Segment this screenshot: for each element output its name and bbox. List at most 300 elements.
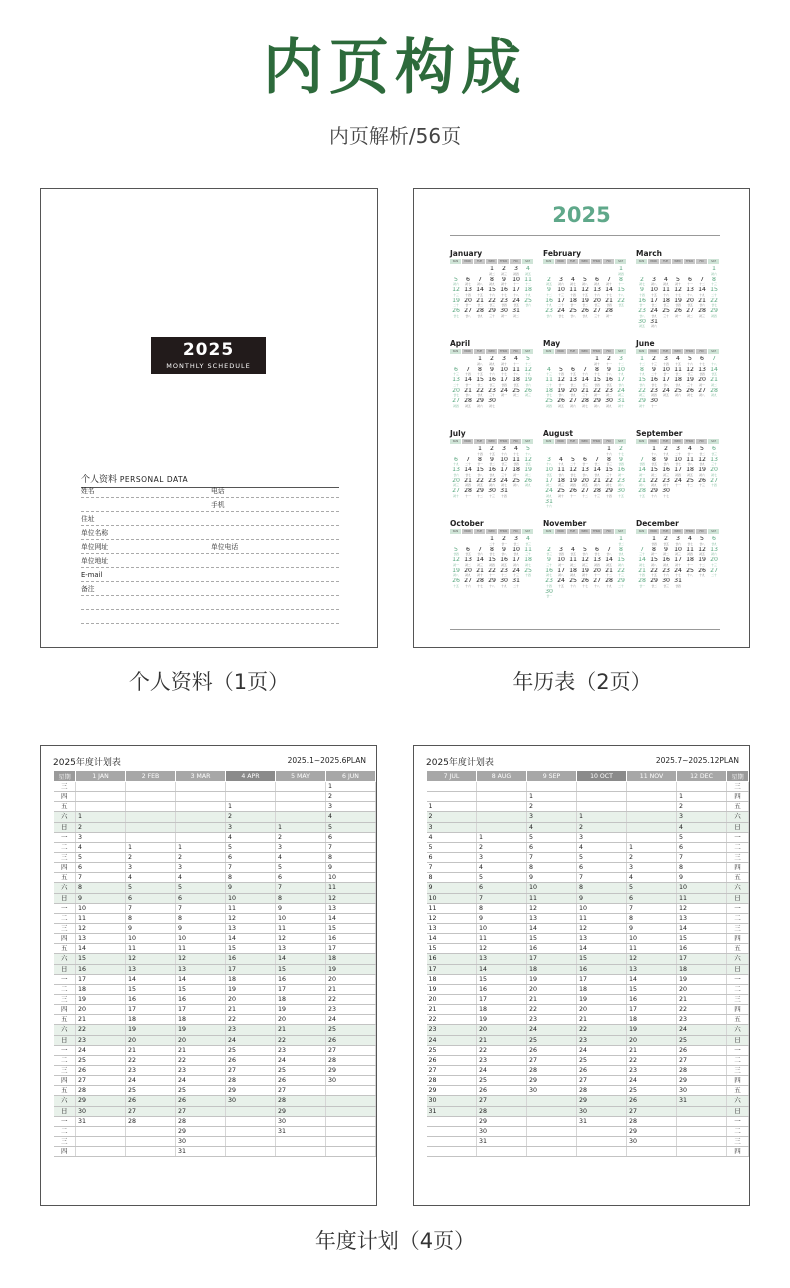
- day-cell: [684, 356, 696, 367]
- day-cell: 13: [326, 903, 376, 913]
- day-cell: 9: [427, 883, 477, 893]
- day-cell: [672, 547, 684, 558]
- day-number: 4: [526, 266, 530, 272]
- weekday-label: TUE: [567, 439, 578, 444]
- weekday-cell: 三: [727, 782, 749, 792]
- day-grid: [636, 536, 720, 589]
- day-cell: [226, 1116, 276, 1126]
- lunar-date: 初八: [477, 282, 483, 286]
- day-number: 4: [514, 356, 518, 362]
- day-cell: [510, 578, 522, 589]
- day-cell: [510, 467, 522, 478]
- weekday-cell: 四: [727, 1005, 749, 1015]
- lunar-date: 十一: [618, 282, 624, 286]
- lunar-date: 初六: [711, 271, 717, 276]
- day-cell: [462, 488, 474, 499]
- day-cell: [462, 388, 474, 399]
- month-block: [450, 339, 534, 409]
- day-number: 24: [512, 567, 520, 574]
- day-number: 21: [638, 477, 646, 484]
- month-name: September: [636, 429, 683, 438]
- lunar-date: 十八: [594, 583, 600, 588]
- lunar-date: 初一: [453, 562, 459, 567]
- lunar-date: 廿七: [453, 393, 459, 397]
- day-cell: 8: [627, 913, 677, 923]
- lunar-date: 十一: [687, 282, 693, 286]
- day-number: 5: [700, 536, 704, 542]
- day-number: 17: [500, 467, 508, 473]
- day-cell: [450, 388, 462, 399]
- lunar-date: 廿二: [699, 451, 705, 456]
- day-cell: [615, 457, 627, 468]
- day-cell: 10: [326, 873, 376, 883]
- top-rule: [450, 235, 720, 236]
- day-grid: [636, 446, 720, 499]
- day-number: 21: [464, 477, 472, 484]
- day-cell: 26: [176, 1096, 226, 1106]
- day-cell: 16: [427, 954, 477, 964]
- day-cell: [126, 822, 176, 832]
- day-cell: [696, 547, 708, 558]
- empty-cell: [462, 446, 474, 457]
- day-number: 31: [512, 578, 520, 584]
- day-cell: 21: [126, 1045, 176, 1055]
- day-number: 18: [569, 567, 577, 574]
- day-cell: 30: [677, 1086, 727, 1096]
- lunar-date: 十四: [525, 573, 531, 577]
- day-cell: 16: [76, 964, 126, 974]
- day-cell: 22: [627, 1055, 677, 1065]
- day-number: 2: [502, 266, 506, 272]
- month-block: [636, 519, 720, 589]
- day-number: 1: [652, 536, 656, 542]
- day-number: 4: [559, 456, 563, 463]
- lunar-date: 初一: [651, 552, 657, 556]
- plan-row: [54, 792, 376, 802]
- day-cell: 31: [677, 1096, 727, 1106]
- lunar-date: 十六: [489, 292, 495, 297]
- plan-row: [54, 1086, 376, 1096]
- day-cell: 27: [276, 1086, 326, 1096]
- day-cell: [522, 367, 534, 378]
- day-cell: [672, 568, 684, 579]
- weekday-label: SUN: [450, 259, 461, 264]
- day-cell: [450, 377, 462, 388]
- lunar-date: 初三: [618, 393, 624, 397]
- empty-cell: [636, 536, 648, 547]
- day-cell: 17: [276, 984, 326, 994]
- lunar-date: 十五: [651, 573, 657, 577]
- day-cell: 6: [276, 873, 326, 883]
- day-cell: [176, 802, 226, 812]
- weekday-label: WED: [672, 529, 683, 534]
- day-cell: 11: [677, 893, 727, 903]
- day-cell: 7: [427, 863, 477, 873]
- day-number: 1: [478, 446, 482, 452]
- lunar-date: 十四: [663, 361, 669, 366]
- lunar-date: 廿七: [558, 313, 564, 318]
- day-cell: 6: [577, 863, 627, 873]
- lunar-date: 初十: [639, 403, 645, 408]
- day-cell: [543, 467, 555, 478]
- weekday-cell: 六: [727, 812, 749, 822]
- day-cell: [126, 782, 176, 792]
- day-number: 29: [650, 578, 658, 584]
- day-number: 25: [569, 308, 577, 314]
- weekday-label: FRI: [510, 259, 521, 264]
- day-cell: 19: [126, 1025, 176, 1035]
- day-number: 12: [524, 366, 532, 373]
- day-number: 6: [595, 546, 599, 553]
- weekday-cell: 五: [727, 944, 749, 954]
- day-number: 2: [607, 356, 611, 362]
- day-number: 13: [452, 377, 460, 383]
- lunar-date: 三十: [489, 393, 495, 397]
- day-number: 8: [490, 276, 494, 283]
- lunar-date: 初七: [525, 562, 531, 567]
- lunar-date: 廿五: [546, 472, 552, 477]
- day-cell: 3: [627, 863, 677, 873]
- lunar-date: 廿五: [687, 303, 693, 307]
- day-cell: [696, 446, 708, 457]
- day-cell: [696, 568, 708, 579]
- day-cell: 21: [577, 1015, 627, 1025]
- day-number: 20: [464, 297, 472, 304]
- day-number: 14: [593, 467, 601, 473]
- day-cell: [486, 446, 498, 457]
- day-number: 5: [526, 356, 530, 362]
- weekday-cell: 三: [727, 994, 749, 1004]
- lunar-date: 廿五: [525, 462, 531, 466]
- day-number: 26: [524, 477, 532, 484]
- day-number: 15: [617, 557, 625, 563]
- day-number: 4: [571, 546, 575, 553]
- month-block: [636, 339, 720, 409]
- day-cell: 16: [477, 984, 527, 994]
- day-cell: [636, 277, 648, 288]
- day-cell: 23: [226, 1025, 276, 1035]
- day-number: 26: [581, 308, 589, 314]
- day-number: 6: [583, 456, 587, 463]
- day-number: 8: [607, 456, 611, 463]
- day-number: 5: [526, 446, 530, 452]
- day-cell: [486, 488, 498, 499]
- lunar-date: 十九: [558, 462, 564, 466]
- day-cell: 30: [326, 1076, 376, 1086]
- plan-row: [427, 842, 749, 852]
- day-cell: [648, 547, 660, 558]
- day-cell: 11: [226, 903, 276, 913]
- lunar-date: 十五: [477, 292, 483, 297]
- day-number: 2: [490, 356, 494, 362]
- lunar-date: 十二: [618, 361, 624, 366]
- day-cell: [684, 298, 696, 309]
- day-cell: [603, 457, 615, 468]
- day-number: 30: [617, 488, 625, 494]
- month-name: February: [543, 249, 581, 258]
- day-number: 30: [488, 398, 496, 404]
- day-cell: [579, 388, 591, 399]
- day-number: 23: [662, 477, 670, 484]
- day-cell: [76, 782, 126, 792]
- weekday-label: MON: [555, 349, 566, 354]
- day-cell: [486, 568, 498, 579]
- day-cell: 20: [427, 994, 477, 1004]
- day-number: 19: [674, 297, 682, 304]
- day-cell: 22: [577, 1025, 627, 1035]
- day-cell: [450, 287, 462, 298]
- lunar-date: 十九: [699, 292, 705, 297]
- lunar-date: 初三: [501, 271, 507, 276]
- lunar-date: 二十: [618, 583, 624, 588]
- day-cell: [527, 1096, 577, 1106]
- day-cell: [648, 398, 660, 409]
- day-number: 1: [607, 446, 611, 452]
- lunar-date: 十八: [687, 573, 693, 577]
- day-cell: 24: [226, 1035, 276, 1045]
- lunar-date: 十七: [663, 493, 669, 498]
- day-number: 25: [569, 578, 577, 584]
- weekday-label: WED: [486, 259, 497, 264]
- lunar-date: 廿四: [501, 303, 507, 307]
- lunar-date: 廿四: [513, 462, 519, 466]
- day-number: 29: [488, 308, 496, 314]
- day-cell: 13: [627, 964, 677, 974]
- day-cell: [543, 547, 555, 558]
- day-cell: [636, 367, 648, 378]
- day-cell: [498, 367, 510, 378]
- day-cell: [543, 499, 555, 510]
- day-cell: 12: [176, 954, 226, 964]
- day-number: 1: [652, 446, 656, 452]
- day-cell: 11: [176, 944, 226, 954]
- lunar-date: 廿二: [477, 382, 483, 387]
- plan-row: [54, 842, 376, 852]
- plan-row: [427, 974, 749, 984]
- day-number: 21: [476, 297, 484, 304]
- plan-row: [54, 984, 376, 994]
- lunar-date: 十五: [618, 493, 624, 498]
- month-header: 3 MAR: [176, 771, 226, 782]
- day-cell: [462, 277, 474, 288]
- day-number: 9: [502, 546, 506, 553]
- badge-year: 2025: [182, 340, 235, 360]
- weekday-label: WED: [579, 439, 590, 444]
- day-cell: [498, 547, 510, 558]
- day-number: 10: [557, 287, 565, 293]
- day-cell: 12: [477, 944, 527, 954]
- day-number: 28: [593, 488, 601, 494]
- day-cell: [696, 557, 708, 568]
- day-cell: 6: [176, 893, 226, 903]
- weekday-cell: 三: [54, 782, 76, 792]
- day-cell: [527, 1136, 577, 1146]
- day-cell: [591, 568, 603, 579]
- day-cell: [462, 308, 474, 319]
- day-cell: [427, 792, 477, 802]
- lunar-date: 十二: [699, 282, 705, 286]
- weekday-label: FRI: [603, 259, 614, 264]
- day-number: 20: [698, 377, 706, 383]
- empty-cell: [474, 536, 486, 547]
- lunar-date: 十七: [606, 292, 612, 297]
- month-header: 10 OCT: [577, 771, 627, 782]
- day-cell: 31: [577, 1116, 627, 1126]
- day-cell: 24: [677, 1025, 727, 1035]
- lunar-date: 初四: [675, 472, 681, 477]
- day-cell: 8: [226, 873, 276, 883]
- day-cell: 28: [677, 1065, 727, 1075]
- day-cell: [498, 478, 510, 489]
- day-cell: 19: [527, 974, 577, 984]
- lunar-date: 十八: [546, 462, 552, 466]
- day-number: 14: [605, 287, 613, 293]
- lunar-date: 廿五: [570, 552, 576, 556]
- weekday-cell: 日: [54, 1106, 76, 1116]
- day-number: 18: [569, 297, 577, 304]
- day-cell: 2: [677, 802, 727, 812]
- day-cell: 30: [226, 1096, 276, 1106]
- day-cell: 18: [627, 1015, 677, 1025]
- day-cell: [567, 578, 579, 589]
- day-cell: 6: [76, 863, 126, 873]
- empty-cell: [450, 266, 462, 277]
- lunar-date: 十三: [711, 282, 717, 286]
- day-cell: 24: [276, 1055, 326, 1065]
- day-number: 12: [524, 456, 532, 463]
- day-cell: [636, 557, 648, 568]
- lunar-date: 初六: [453, 282, 459, 286]
- day-cell: 28: [176, 1116, 226, 1126]
- empty-cell: [672, 266, 684, 277]
- day-number: 12: [581, 557, 589, 563]
- day-number: 10: [662, 366, 670, 373]
- lunar-date: 初三: [525, 393, 531, 397]
- weekday-header: [636, 349, 720, 354]
- weekday-header: [450, 259, 534, 264]
- day-number: 15: [650, 557, 658, 563]
- lunar-date: 廿八: [582, 472, 588, 477]
- day-number: 2: [652, 356, 656, 362]
- lunar-date: 廿七: [687, 541, 693, 546]
- lunar-date: 二十: [453, 382, 459, 387]
- empty-cell: [648, 266, 660, 277]
- day-number: 13: [698, 366, 706, 373]
- plan-row: [54, 954, 376, 964]
- lunar-date: 初五: [546, 282, 552, 286]
- weekday-header: [543, 349, 627, 354]
- lunar-date: 初九: [606, 403, 612, 408]
- lunar-date: 廿四: [501, 382, 507, 387]
- weekday-label: FRI: [510, 439, 521, 444]
- day-number: 17: [674, 557, 682, 563]
- lunar-date: 十七: [477, 583, 483, 588]
- lunar-date: 廿九: [675, 382, 681, 387]
- day-cell: 3: [226, 822, 276, 832]
- day-cell: 23: [76, 1035, 126, 1045]
- day-number: 5: [454, 546, 458, 553]
- day-number: 14: [476, 287, 484, 293]
- day-number: 21: [710, 377, 718, 383]
- day-number: 6: [466, 546, 470, 553]
- day-cell: [708, 536, 720, 547]
- day-cell: 2: [276, 832, 326, 842]
- lunar-date: 初四: [618, 271, 624, 276]
- day-cell: [498, 467, 510, 478]
- day-cell: [577, 1136, 627, 1146]
- day-number: 25: [545, 398, 553, 404]
- lunar-date: 三十: [501, 472, 507, 477]
- day-cell: [577, 792, 627, 802]
- day-cell: [477, 792, 527, 802]
- lunar-date: 廿九: [651, 313, 657, 318]
- day-number: 16: [545, 297, 553, 304]
- day-number: 27: [698, 387, 706, 394]
- day-cell: [522, 356, 534, 367]
- lunar-date: 十六: [663, 292, 669, 297]
- day-cell: [577, 782, 627, 792]
- month-name: May: [543, 339, 561, 348]
- day-number: 4: [688, 446, 692, 452]
- day-cell: 15: [527, 934, 577, 944]
- weekday-cell: 二: [54, 1055, 76, 1065]
- day-cell: 4: [427, 832, 477, 842]
- day-cell: 16: [276, 974, 326, 984]
- weekday-cell: 日: [54, 964, 76, 974]
- day-cell: [326, 1096, 376, 1106]
- day-cell: [591, 398, 603, 409]
- lunar-date: 廿四: [618, 462, 624, 466]
- day-cell: [615, 398, 627, 409]
- lunar-date: 廿九: [489, 472, 495, 477]
- day-number: 28: [464, 488, 472, 494]
- day-cell: [477, 822, 527, 832]
- plan-row: [427, 832, 749, 842]
- day-cell: [474, 398, 486, 409]
- day-cell: [660, 446, 672, 457]
- day-number: 30: [500, 308, 508, 314]
- day-number: 24: [500, 477, 508, 484]
- day-cell: [527, 1126, 577, 1136]
- lunar-date: 十二: [525, 361, 531, 366]
- lunar-date: 十六: [663, 573, 669, 577]
- day-cell: 12: [577, 923, 627, 933]
- day-cell: 2: [126, 852, 176, 862]
- lunar-date: 十二: [477, 493, 483, 498]
- empty-cell: [660, 266, 672, 277]
- day-number: 31: [617, 398, 625, 404]
- lunar-date: 廿七: [711, 303, 717, 307]
- empty-cell: [543, 536, 555, 547]
- lunar-date: 初十: [558, 493, 564, 498]
- day-number: 23: [488, 387, 496, 394]
- empty-cell: [450, 446, 462, 457]
- lunar-date: 十二: [546, 292, 552, 297]
- day-cell: [579, 287, 591, 298]
- day-cell: 15: [176, 984, 226, 994]
- year-plan-page-1: [40, 745, 377, 1206]
- day-cell: 25: [126, 1086, 176, 1096]
- lunar-date: 初三: [699, 313, 705, 318]
- lunar-date: 廿八: [687, 462, 693, 466]
- day-number: 5: [559, 366, 563, 373]
- day-cell: 25: [76, 1055, 126, 1065]
- day-cell: [498, 266, 510, 277]
- day-number: 15: [617, 287, 625, 293]
- day-cell: 10: [427, 893, 477, 903]
- day-cell: 1: [126, 842, 176, 852]
- day-cell: 1: [76, 812, 126, 822]
